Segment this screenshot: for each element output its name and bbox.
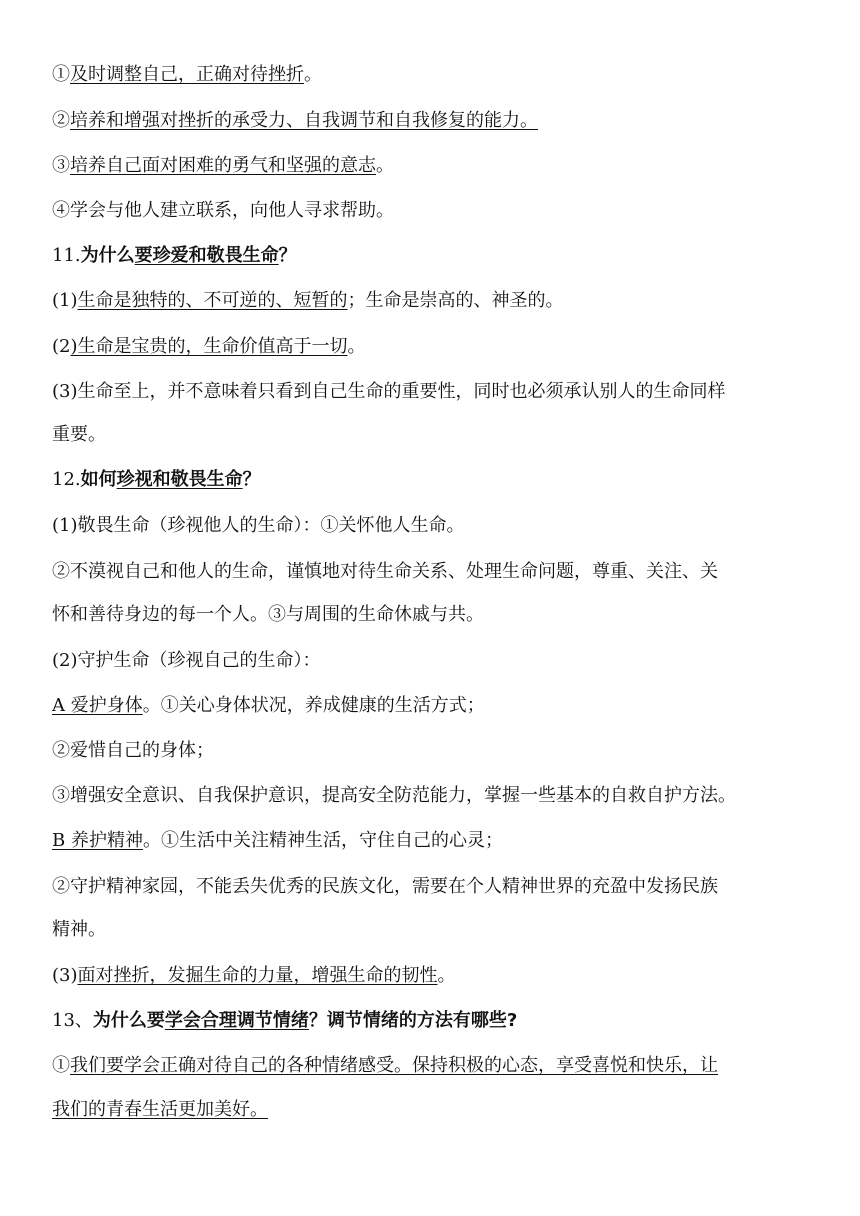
list-marker: (2 (52, 336, 71, 357)
answer-12-2-line-2: 怀和善待身边的每一个人。③与周围的生命休戚与共。 (52, 604, 484, 625)
answer-12-b (52, 830, 812, 852)
answer-12-4 (52, 965, 812, 987)
answer-11-2 (52, 336, 812, 358)
answer-11-3-line-1: (3)生命至上，并不意味着只看到自己生命的重要性，同时也必须承认别人的生命同样 (52, 381, 726, 402)
answer-12-b-2-line-2: 精神。 (52, 919, 106, 940)
question-mark: ？ (242, 469, 261, 490)
question-keyword: 要珍爱和敬畏生命 (134, 245, 279, 266)
question-number: 12. (52, 469, 81, 490)
answer-11-1 (52, 290, 812, 312)
question-number: 13、 (52, 1010, 93, 1031)
point-3 (52, 155, 812, 177)
answer-12-2-line-1: ②不漠视自己和他人的生命，谨慎地对待生命关系、处理生命问题，尊重、关注、关 (52, 561, 718, 582)
answer-12-a (52, 695, 812, 717)
underlined-text: 培养自己面对困难的勇气和坚强的意志 (70, 155, 376, 176)
question-prefix: 为什么要 (92, 1010, 165, 1031)
answer-12-b-2-line-1: ②守护精神家园，不能丢失优秀的民族文化，需要在个人精神世界的充盈中发扬民族 (52, 876, 718, 897)
point-1 (52, 64, 812, 86)
underlined-text: 培养和增强对挫折的承受力、自我调节和自我修复的能力。 (70, 110, 538, 131)
list-marker: (1) (52, 290, 78, 311)
answer-12-1: (1)敬畏生命（珍视他人的生命）：①关怀他人生命。 (52, 515, 465, 536)
underlined-text: 我们的青春生活更加美好。 (52, 1099, 268, 1120)
question-12-heading (52, 469, 812, 491)
punctuation: 。 (437, 965, 456, 986)
answer-text: ；生命是崇高的、神圣的。 (347, 290, 564, 311)
point-4: ④学会与他人建立联系，向他人寻求帮助。 (52, 200, 394, 221)
punctuation: 。 (376, 155, 394, 176)
underlined-text: 生命是独特的、不可逆的、短暂的 (77, 290, 348, 311)
underlined-text: 及时调整自己，正确对待挫折 (70, 64, 304, 85)
punctuation: 。 (304, 64, 322, 85)
question-rest: ？调节情绪的方法有哪些? (308, 1010, 518, 1031)
list-marker: ① (52, 64, 70, 85)
question-prefix: 为什么 (80, 245, 135, 266)
question-keyword: 珍视和敬畏生命 (116, 469, 243, 490)
answer-13-1-line-2 (52, 1099, 812, 1121)
answer-text: 。①生活中关注精神生活，守住自己的心灵； (142, 830, 503, 851)
answer-11-3-line-2: 重要。 (52, 424, 106, 445)
answer-text: 。①关心身体状况，养成健康的生活方式； (142, 695, 485, 716)
list-marker: ③ (52, 155, 70, 176)
question-11-heading (52, 245, 812, 267)
question-13-heading (52, 1010, 812, 1032)
punctuation: 。 (347, 336, 366, 357)
sub-label: B 养护精神 (52, 830, 143, 851)
underlined-text: 我们要学会正确对待自己的各种情绪感受。保持积极的心态，享受喜悦和快乐，让 (70, 1055, 718, 1076)
list-marker: ① (52, 1055, 70, 1076)
answer-13-1-line-1 (52, 1055, 812, 1077)
point-2 (52, 110, 812, 132)
question-prefix: 如何 (80, 469, 117, 490)
answer-12-3: (2)守护生命（珍视自己的生命）： (52, 650, 321, 671)
question-keyword: 学会合理调节情绪 (164, 1010, 309, 1031)
underlined-text: )生命是宝贵的，生命价值高于一切 (70, 336, 348, 357)
question-number: 11. (52, 245, 81, 266)
answer-12-a-3: ③增强安全意识、自我保护意识，提高安全防范能力，掌握一些基本的自救自护方法。 (52, 785, 736, 806)
answer-12-a-2: ②爱惜自己的身体； (52, 740, 214, 761)
list-marker: (3) (52, 965, 78, 986)
list-marker: ② (52, 110, 70, 131)
underlined-text: 面对挫折，发掘生命的力量，增强生命的韧性 (77, 965, 438, 986)
sub-label: A 爱护身体 (52, 695, 143, 716)
question-mark: ？ (278, 245, 297, 266)
